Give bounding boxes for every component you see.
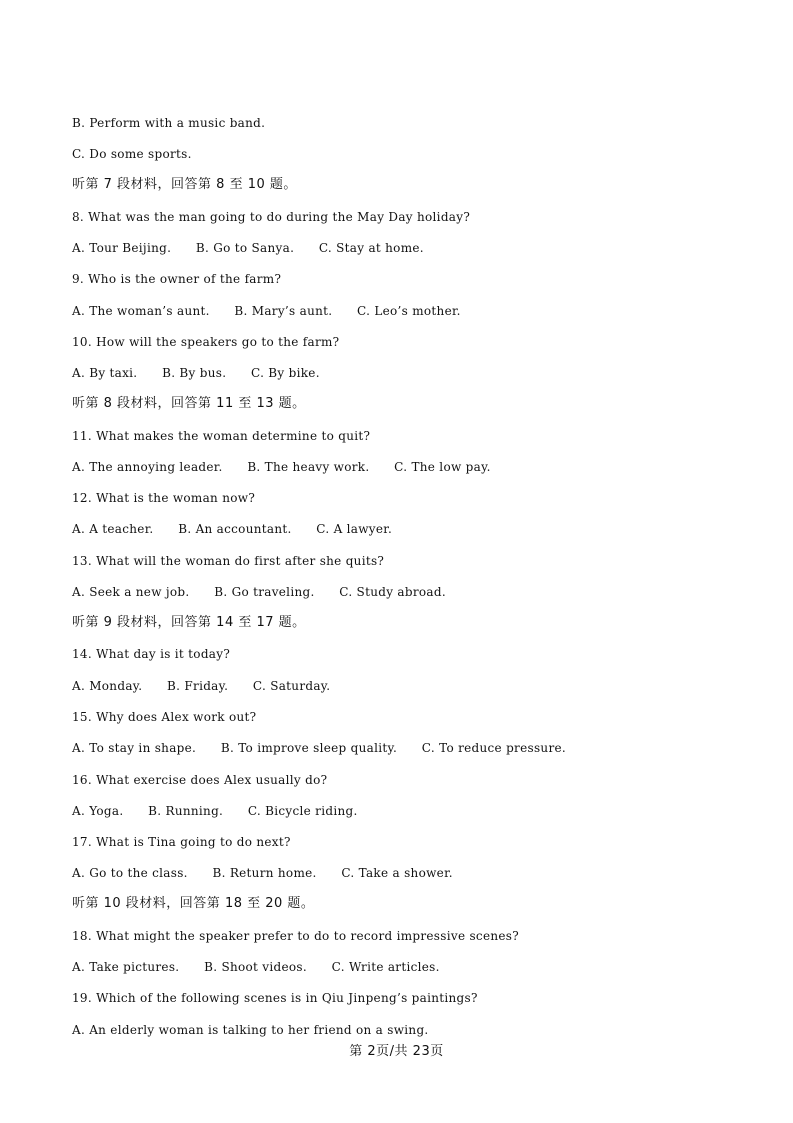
option-line: A. Tour Beijing. B. Go to Sanya. C. Stay at home.: [72, 241, 424, 255]
option-line: A. Go to the class. B. Return home. C. Take a shower.: [72, 866, 453, 880]
option-line: A. By taxi. B. By bus. C. By bike.: [72, 366, 320, 380]
option-line: A. Seek a new job. B. Go traveling. C. Study abroad.: [72, 585, 446, 599]
option-line: A. Take pictures. B. Shoot videos. C. Write articles.: [72, 960, 440, 974]
question-line: 12. What is the woman now?: [72, 491, 256, 505]
question-line: 15. Why does Alex work out?: [72, 710, 257, 724]
question-line: 19. Which of the following scenes is in Qiu Jinpeng’s paintings?: [72, 991, 478, 1005]
question-line: 8. What was the man going to do during the May Day holiday?: [72, 210, 471, 224]
option-line: C. Do some sports.: [72, 147, 192, 161]
section-header: 听第 9 段材料，回答第 14 至 17 题。: [72, 615, 306, 630]
question-line: 14. What day is it today?: [72, 647, 231, 661]
question-line: 13. What will the woman do first after she quits?: [72, 554, 385, 568]
question-line: 17. What is Tina going to do next?: [72, 835, 291, 849]
option-line: A. The woman’s aunt. B. Mary’s aunt. C. Leo’s mother.: [72, 304, 461, 318]
section-header: 听第 8 段材料，回答第 11 至 13 题。: [72, 396, 306, 411]
option-line: A. Yoga. B. Running. C. Bicycle riding.: [72, 804, 358, 818]
option-line: A. A teacher. B. An accountant. C. A lawyer.: [72, 522, 393, 536]
page-footer: 第 2页/共 23页: [349, 1044, 444, 1059]
option-line: A. Monday. B. Friday. C. Saturday.: [72, 679, 331, 693]
section-header: 听第 10 段材料，回答第 18 至 20 题。: [72, 896, 315, 911]
question-line: 18. What might the speaker prefer to do to record impressive scenes?: [72, 929, 519, 943]
question-line: 11. What makes the woman determine to quit?: [72, 429, 371, 443]
option-line: A. The annoying leader. B. The heavy work. C. The low pay.: [72, 460, 491, 474]
option-line: A. An elderly woman is talking to her friend on a swing.: [72, 1023, 429, 1037]
option-line: B. Perform with a music band.: [72, 116, 266, 130]
section-header: 听第 7 段材料，回答第 8 至 10 题。: [72, 177, 297, 192]
question-line: 9. Who is the owner of the farm?: [72, 272, 282, 286]
question-line: 16. What exercise does Alex usually do?: [72, 773, 328, 787]
option-line: A. To stay in shape. B. To improve sleep quality. C. To reduce pressure.: [72, 741, 566, 755]
question-line: 10. How will the speakers go to the farm?: [72, 335, 340, 349]
